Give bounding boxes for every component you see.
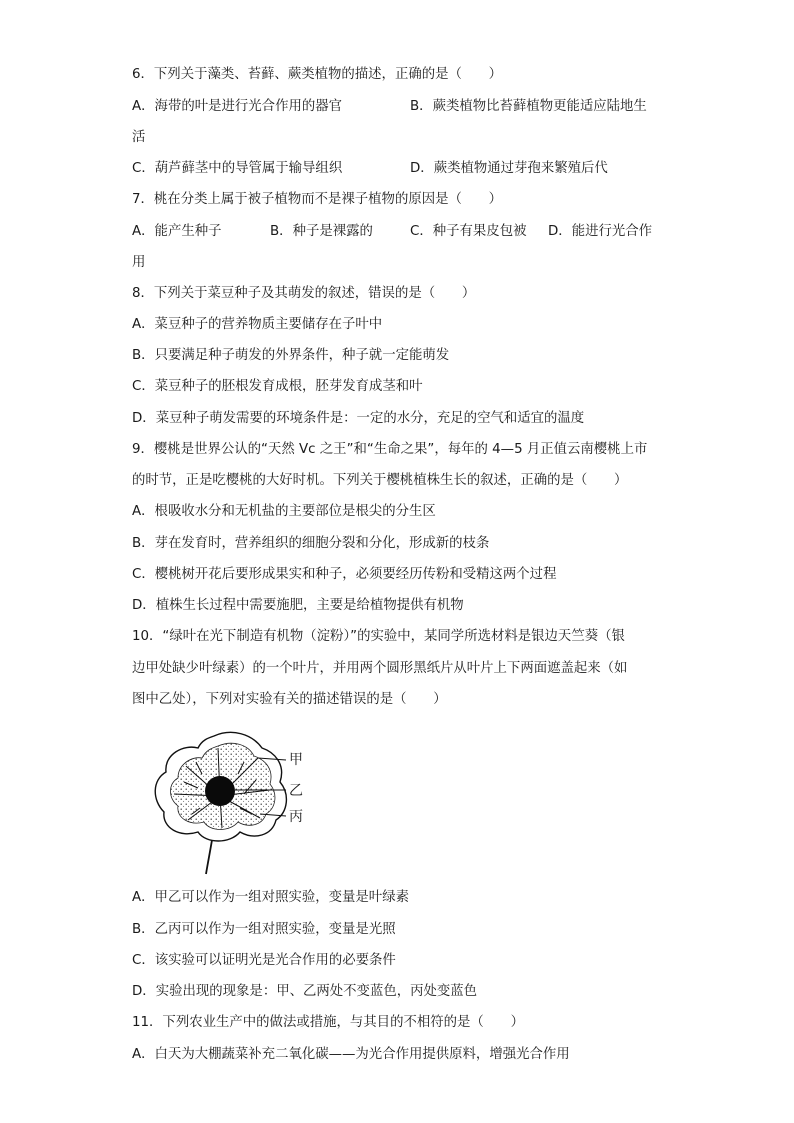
q7-stem: 7．桃在分类上属于被子植物而不是裸子植物的原因是（ ） <box>132 192 503 207</box>
q8-option-d: D．菜豆种子萌发需要的环境条件是：一定的水分，充足的空气和适宜的温度 <box>132 411 585 426</box>
q10-stem-line1: 10．“绿叶在光下制造有机物（淀粉）”的实验中，某同学所选材料是银边天竺葵（银 <box>132 629 625 644</box>
q8-option-a: A．菜豆种子的营养物质主要储存在子叶中 <box>132 317 383 332</box>
q6-option-a: A．海带的叶是进行光合作用的器官 <box>132 99 343 114</box>
q9-option-a: A．根吸收水分和无机盐的主要部位是根尖的分生区 <box>132 504 436 519</box>
q9-option-d: D．植株生长过程中需要施肥，主要是给植物提供有机物 <box>132 598 464 613</box>
q9-option-c: C．樱桃树开花后要形成果实和种子，必须要经历传粉和受精这两个过程 <box>132 567 557 582</box>
q10-option-a: A．甲乙可以作为一组对照实验，变量是叶绿素 <box>132 890 409 905</box>
q10-option-b: B．乙丙可以作为一组对照实验，变量是光照 <box>132 922 396 937</box>
q10-stem-line2: 边甲处缺少叶绿素）的一个叶片，并用两个圆形黑纸片从叶片上下两面遮盖起来（如 <box>132 661 628 676</box>
q8-option-c: C．菜豆种子的胚根发育成根，胚芽发育成茎和叶 <box>132 379 423 394</box>
q10-option-c: C．该实验可以证明光是光合作用的必要条件 <box>132 953 396 968</box>
q7-option-a: A．能产生种子 <box>132 224 222 239</box>
q8-stem: 8．下列关于菜豆种子及其萌发的叙述，错误的是（ ） <box>132 286 476 301</box>
q8-option-b: B．只要满足种子萌发的外界条件，种子就一定能萌发 <box>132 348 450 363</box>
q7-option-c: C．种子有果皮包被 <box>410 224 527 239</box>
label-jia: 甲 <box>289 752 303 768</box>
q10-option-d: D．实验出现的现象是：甲、乙两处不变蓝色，丙处变蓝色 <box>132 984 478 999</box>
q6-option-b-cont: 活 <box>132 130 146 145</box>
q7-option-d-cont: 用 <box>132 255 146 270</box>
q11-option-a: A．白天为大棚蔬菜补充二氧化碳——为光合作用提供原料，增强光合作用 <box>132 1047 570 1062</box>
q6-option-b: B．蕨类植物比苔藓植物更能适应陆地生 <box>410 99 647 114</box>
q9-stem-line1: 9．樱桃是世界公认的“天然 Vc 之王”和“生命之果”，每年的 4—5 月正值云南樱桃上市 <box>132 442 648 457</box>
leaf-diagram <box>140 728 330 878</box>
q7-option-b: B．种子是裸露的 <box>270 224 373 239</box>
q6-option-c: C．葫芦藓茎中的导管属于输导组织 <box>132 161 343 176</box>
q6-stem: 6．下列关于藻类、苔藓、蕨类植物的描述，正确的是（ ） <box>132 67 503 82</box>
label-bing: 丙 <box>289 809 303 825</box>
q6-option-d: D．蕨类植物通过芽孢来繁殖后代 <box>410 161 608 176</box>
q10-stem-line3: 图中乙处），下列对实验有关的描述错误的是（ ） <box>132 692 447 707</box>
label-yi: 乙 <box>289 783 303 799</box>
q11-stem: 11．下列农业生产中的做法或措施，与其目的不相符的是（ ） <box>132 1015 524 1030</box>
q9-option-b: B．芽在发育时，营养组织的细胞分裂和分化，形成新的枝条 <box>132 536 490 551</box>
q7-option-d: D．能进行光合作 <box>548 224 653 239</box>
q9-stem-line2: 的时节，正是吃樱桃的大好时机。下列关于樱桃植株生长的叙述，正确的是（ ） <box>132 473 628 488</box>
leaf-illustration <box>140 728 330 878</box>
